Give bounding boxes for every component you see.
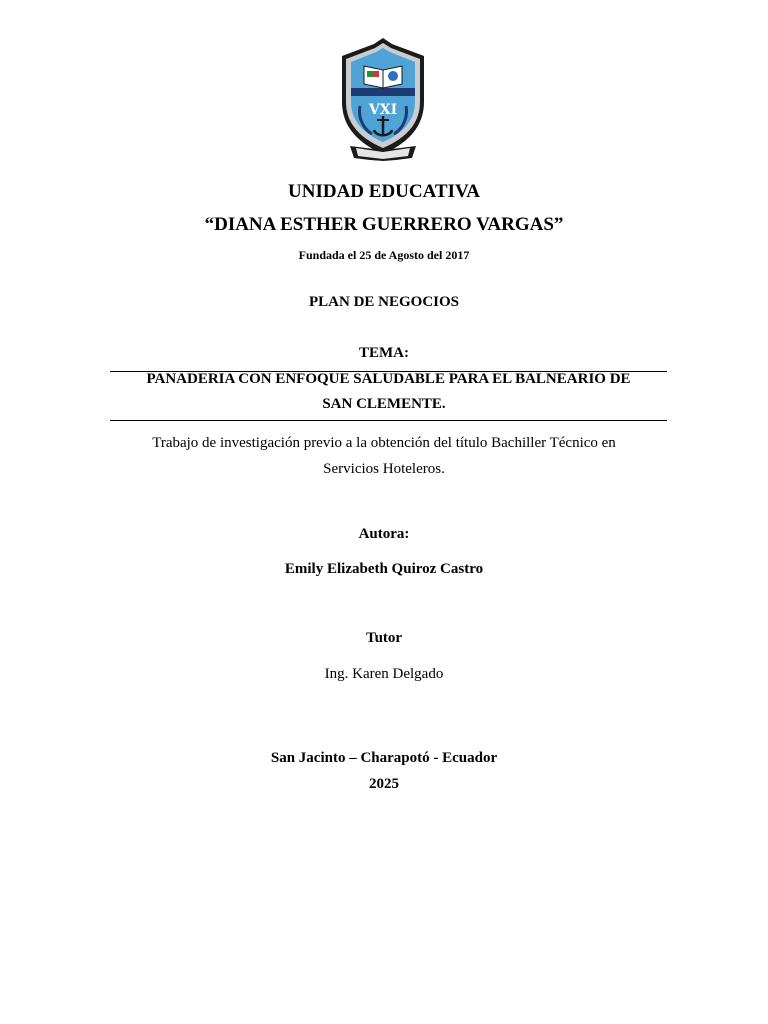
description-line1: Trabajo de investigación previo a la obtención del título Bachiller Técnico en (152, 435, 616, 451)
topic-title-line2: SAN CLEMENTE. (322, 396, 446, 412)
document-type-title: PLAN DE NEGOCIOS (308, 294, 460, 310)
school-name-line2: “DIANA ESTHER GUERRERO VARGAS” (204, 214, 564, 235)
tutor-label: Tutor (365, 630, 403, 646)
school-name-line1: UNIDAD EDUCATIVA (288, 181, 480, 202)
author-name: Emily Elizabeth Quiroz Castro (284, 561, 484, 577)
year: 2025 (369, 776, 399, 792)
tutor-name: Ing. Karen Delgado (324, 666, 444, 682)
topic-label: TEMA: (359, 345, 409, 361)
description-line2: Servicios Hoteleros. (323, 461, 445, 477)
author-label: Autora: (358, 526, 410, 542)
founded-date: Fundada el 25 de Agosto del 2017 (298, 248, 470, 262)
svg-text:VXI: VXI (368, 102, 398, 118)
topic-bottom-divider (110, 420, 667, 421)
topic-title-line1: PANADERIA CON ENFOQUE SALUDABLE PARA EL BALNEARIO DE (146, 371, 631, 387)
school-crest-shield-icon (336, 36, 430, 164)
location: San Jacinto – Charapotó - Ecuador (270, 750, 498, 766)
